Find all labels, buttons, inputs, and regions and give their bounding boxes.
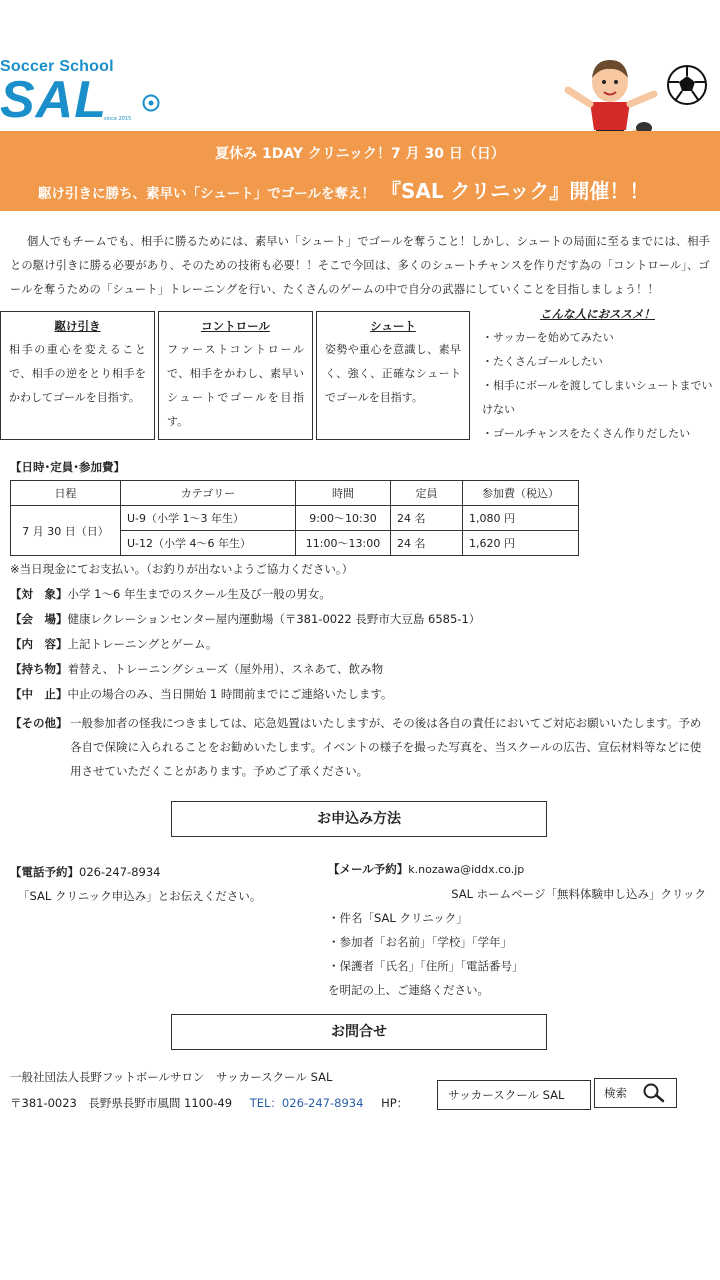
table-header: 参加費（税込）: [463, 481, 579, 506]
contact-tel[interactable]: TEL：026-247-8934: [249, 1096, 364, 1110]
hp-label: HP：: [381, 1096, 409, 1110]
skill-text: 相手の重心を変えることで、相手の逆をとり相手をかわしてゴールを目指す。: [9, 343, 146, 404]
info-value: 小学 1～6 年生までのスクール生及び一般の男女。: [67, 587, 331, 601]
skill-title: コントロール: [201, 319, 270, 333]
table-header: 日程: [11, 481, 121, 506]
list-item: ・サッカーを始めてみたい: [482, 331, 614, 344]
info-label: 【対 象】: [10, 587, 68, 601]
info-label: 【中 止】: [10, 687, 68, 701]
info-cancel: [10, 686, 392, 702]
logo-soccer-school: Soccer School: [0, 58, 114, 75]
apply-mail: [328, 857, 718, 1002]
banner-headline: [38, 175, 649, 204]
list-item: を明記の上、ご連絡ください。: [328, 983, 489, 997]
apply-phone: [10, 860, 261, 908]
search-icon: [642, 1082, 666, 1104]
apply-heading: お申込み方法: [171, 801, 547, 837]
skill-title: 駆け引き: [54, 319, 101, 333]
table-header-row: [11, 481, 579, 506]
recommend-list: [480, 306, 715, 446]
banner-title: 『SAL クリニック』開催！！: [380, 179, 650, 203]
skill-box-control: [158, 311, 313, 440]
table-cell-fee: 1,080 円: [463, 506, 579, 531]
logo-since: since 2015: [104, 116, 132, 122]
search-input[interactable]: サッカースクール SAL: [437, 1080, 591, 1110]
table-header: カテゴリー: [121, 481, 296, 506]
skill-box-shoot: [316, 311, 470, 440]
info-value: 着替え、トレーニングシューズ（屋外用）、スネあて、飲み物: [67, 662, 384, 676]
list-item: ・相手にボールを渡してしまいシュートまでいけない: [482, 379, 713, 416]
intro-paragraph: 個人でもチームでも、相手に勝るためには、素早い「シュート」でゴールを奪うこと！しかし、シュートの局面に至るまでには、相手との駆け引きに勝る必要があり、そのための技術も必要！！そこで今回は、多くのシュートチャンスを作りだす為の「コントロール」、ゴールを奪うための「シュート」トレーニングを行い、たくさんのゲームの中で自分の武器にしていくことを目指しましょう！！: [10, 235, 711, 296]
logo-ball-icon: [142, 94, 160, 112]
mail-label: 【メール予約】: [328, 862, 409, 876]
info-value: 中止の場合のみ、当日開始 1 時間前までにご連絡いたします。: [67, 687, 393, 701]
phone-note: 「SAL クリニック申込み」とお伝えください。: [18, 889, 262, 903]
info-label: 【内 容】: [10, 637, 68, 651]
table-cell-category: U-9（小学 1～3 年生）: [121, 506, 296, 531]
skill-text: ファーストコントロールで、相手をかわし、素早いシュートでゴールを目指す。: [167, 343, 304, 428]
info-value: 上記トレーニングとゲーム。: [67, 637, 218, 651]
list-item: ・参加者「お名前」「学校」「学年」: [328, 935, 512, 949]
table-header: 時間: [296, 481, 391, 506]
skill-text: 姿勢や重心を意識し、素早く、強く、正確なシュートでゴールを目指す。: [325, 343, 461, 404]
info-target: [10, 586, 331, 602]
table-cell-time: 9:00～10:30: [296, 506, 391, 531]
sal-logo: [0, 58, 170, 130]
contact-address: 〒381-0023 長野県長野市風間 1100-49: [10, 1096, 233, 1110]
schedule-heading: 【日時･定員･参加費】: [10, 460, 125, 474]
info-label: 【持ち物】: [10, 662, 68, 676]
table-cell-category: U-12（小学 4～6 年生）: [121, 531, 296, 556]
list-item: ・たくさんゴールしたい: [482, 355, 603, 368]
table-cell-date: 7 月 30 日（日）: [11, 506, 121, 556]
info-label: 【会 場】: [10, 612, 68, 626]
list-item: ・ゴールチャンスをたくさん作りだしたい: [482, 427, 691, 440]
banner-subtitle: 駆け引きに勝ち、素早い「シュート」でゴールを奪え！: [38, 186, 375, 202]
list-item: ・保護者「氏名」「住所」「電話番号」: [328, 959, 524, 973]
info-venue: [10, 611, 480, 627]
info-content: [10, 636, 217, 652]
mail-address[interactable]: k.nozawa@iddx.co.jp: [408, 863, 525, 876]
contact-info: [10, 1064, 408, 1116]
search-button[interactable]: [594, 1078, 677, 1108]
contact-org: 一般社団法人長野フットボールサロン サッカースクール SAL: [10, 1070, 333, 1084]
skill-box-kakehiki: [0, 311, 155, 440]
info-other: [10, 711, 710, 783]
list-item: ・件名「SAL クリニック」: [328, 911, 468, 925]
table-cell-capacity: 24 名: [391, 531, 463, 556]
contact-heading: お問合せ: [171, 1014, 547, 1050]
payment-note: ※当日現金にてお支払い。（お釣りが出ないようご協力ください。）: [10, 562, 354, 576]
info-label: 【その他】: [10, 716, 68, 730]
phone-number[interactable]: 026-247-8934: [79, 865, 161, 879]
table-header: 定員: [391, 481, 463, 506]
soccer-ball-icon: [666, 64, 708, 106]
phone-label: 【電話予約】: [10, 865, 79, 879]
recommend-title: こんな人におススメ！: [540, 307, 655, 321]
hp-note: SAL ホームページ「無料体験申し込み」クリック: [451, 887, 706, 901]
table-cell-capacity: 24 名: [391, 506, 463, 531]
info-value: 一般参加者の怪我につきましては、応急処置はいたしますが、その後は各自の責任においてご対応お願いいたします。予め各自で保険に入られることをお勧めいたします。イベントの様子を撮った写真を、当スクールの広告、宣伝材料等などに使用させていただくことがあります。予めご了承ください。: [70, 716, 702, 778]
schedule-table: [10, 480, 579, 556]
skill-title: シュート: [370, 319, 416, 333]
info-value: 健康レクレーションセンター屋内運動場（〒381-0022 長野市大豆島 6585-1）: [67, 612, 481, 626]
logo-sal: SAL: [0, 71, 107, 129]
header-banner: [0, 131, 720, 211]
search-button-label: 検索: [604, 1086, 627, 1100]
banner-date: 夏休み 1DAY クリニック！7 月 30 日（日）: [215, 146, 505, 162]
table-row: [11, 506, 579, 531]
info-items: [10, 661, 383, 677]
table-cell-fee: 1,620 円: [463, 531, 579, 556]
table-cell-time: 11:00～13:00: [296, 531, 391, 556]
